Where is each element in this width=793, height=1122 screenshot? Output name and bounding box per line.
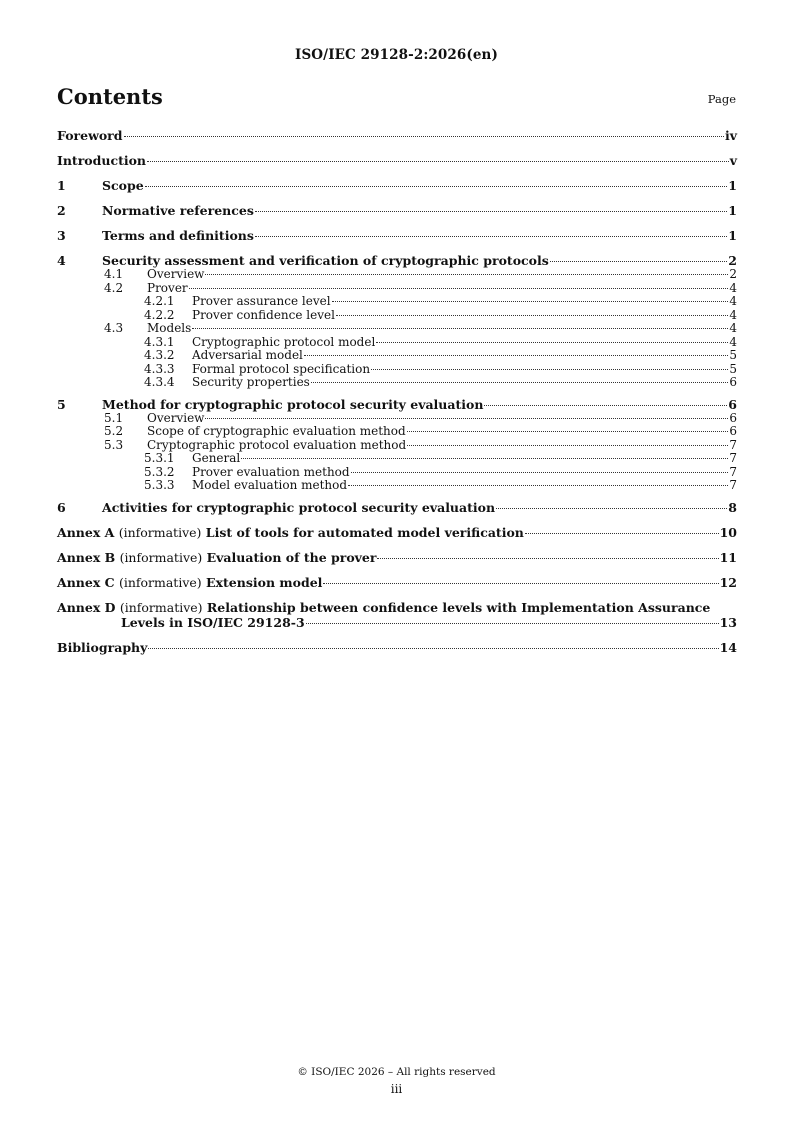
toc-entry-page: 5 [729, 361, 737, 376]
dot-leader [304, 355, 728, 356]
annex-kind: (informative) [118, 524, 202, 540]
toc-entry-title: Cryptographic protocol evaluation method [147, 437, 407, 452]
dot-leader [241, 458, 728, 459]
toc-entry-title: Prover assurance level [192, 294, 331, 308]
toc-entry-title: Adversarial model [192, 348, 303, 362]
dot-leader [145, 186, 728, 187]
annex-title: Extension model [206, 574, 323, 590]
dot-leader [306, 623, 719, 624]
toc-entry-number: 4.3 [104, 321, 124, 335]
contents-title: Contents [57, 84, 163, 109]
toc-entry-title [57, 525, 524, 540]
toc-entry-page: 1 [728, 228, 737, 243]
toc-entry-annex-a[interactable] [57, 525, 737, 540]
toc-entry-title: Method for cryptographic protocol security evaluation [102, 396, 484, 412]
toc-entry-4-3-1[interactable] [57, 336, 737, 350]
annex-title: List of tools for automated model verification [205, 524, 524, 540]
toc-entry-5-3-2[interactable] [57, 466, 737, 480]
toc-entry-title: Formal protocol specification [192, 361, 371, 376]
dot-leader [407, 445, 728, 446]
dot-leader [377, 558, 718, 559]
toc-entry-4-3-3[interactable] [57, 363, 737, 377]
toc-entry-page: 4 [729, 280, 737, 295]
toc-entry-page: v [729, 153, 737, 168]
toc-entry-title: Overview [147, 410, 205, 425]
toc-entry-page: 7 [729, 437, 737, 452]
toc-entry-page: 8 [728, 499, 737, 515]
toc-entry-4-2-2[interactable] [57, 309, 737, 323]
dot-leader [376, 342, 728, 343]
toc-entry-4-1[interactable] [57, 268, 737, 282]
annex-label: Annex C [57, 574, 115, 590]
toc-entry-number: 4.3.1 [144, 334, 175, 349]
toc-entry-clause-2[interactable] [57, 203, 737, 218]
toc-entry-page: 2 [728, 253, 737, 268]
toc-entry-annex-d-continued[interactable] [57, 615, 737, 630]
toc-entry-clause-3[interactable] [57, 228, 737, 243]
toc-entry-page: 4 [729, 307, 737, 322]
toc-entry-title: Terms and definitions [102, 228, 254, 243]
annex-kind: (informative) [119, 549, 203, 565]
toc-entry-number: 5.2 [104, 424, 124, 438]
toc-entry-title: Cryptographic protocol model [192, 334, 376, 349]
dot-leader [407, 431, 729, 432]
toc-entry-annex-c[interactable] [57, 575, 737, 590]
toc-entry-title: General [192, 451, 241, 465]
toc-entry-title: Security assessment and verification of cryptographic protocols [102, 253, 549, 268]
toc-entry-number: 5.3.2 [144, 464, 175, 479]
toc-entry-number: 5.3.1 [144, 451, 175, 465]
toc-entry-number: 6 [57, 499, 66, 515]
dot-leader [255, 211, 727, 212]
toc-entry-clause-5[interactable] [57, 397, 737, 412]
toc-entry-page: iv [724, 128, 737, 143]
toc-entry-number: 5.3.3 [144, 478, 175, 492]
toc-entry-page: 4 [729, 334, 737, 349]
toc-entry-bibliography[interactable] [57, 640, 737, 655]
annex-title: Evaluation of the prover [206, 549, 377, 565]
toc-entry-clause-6[interactable] [57, 500, 737, 515]
toc-entry-5-2[interactable] [57, 425, 737, 439]
toc-entry-5-3-3[interactable] [57, 479, 737, 493]
toc-entry-number: 4.3.3 [144, 361, 175, 376]
toc-entry-4-3-2[interactable] [57, 349, 737, 363]
annex-label: Annex D [57, 599, 116, 615]
dot-leader [255, 236, 727, 237]
toc-entry-clause-1[interactable] [57, 178, 737, 193]
dot-leader [189, 288, 729, 289]
dot-leader [496, 508, 727, 509]
toc-entry-page: 14 [719, 639, 737, 655]
dot-leader [550, 261, 728, 262]
toc-entry-number: 4.3.4 [144, 375, 175, 389]
toc-entry-title: Scope [102, 178, 144, 193]
toc-entry-number: 5.1 [104, 410, 124, 425]
toc-entry-number: 1 [57, 178, 66, 193]
toc-entry-title: Activities for cryptographic protocol security evaluation [102, 499, 496, 515]
toc-entry-4-3-4[interactable] [57, 376, 737, 390]
toc-entry-title: Bibliography [57, 639, 148, 655]
dot-leader [371, 369, 728, 370]
toc-entry-page: 12 [719, 574, 737, 590]
toc-entry-annex-d[interactable] [57, 600, 737, 615]
annex-label: Annex A [57, 524, 115, 540]
toc-entry-page: 7 [729, 451, 737, 465]
annex-kind: (informative) [118, 574, 202, 590]
toc-entry-title: Scope of cryptographic evaluation method [147, 424, 406, 438]
toc-entry-page: 4 [729, 294, 737, 308]
toc-entry-number: 4.2 [104, 280, 124, 295]
page-number: iii [390, 1082, 403, 1096]
toc-entry-title [57, 550, 376, 565]
toc-entry-page: 7 [729, 464, 737, 479]
toc-entry-page: 6 [729, 375, 737, 389]
document-id-header: ISO/IEC 29128-2:2026(en) [295, 47, 498, 63]
toc-entry-title: Normative references [102, 203, 254, 218]
annex-kind: (informative) [119, 599, 203, 615]
dot-leader [525, 533, 719, 534]
toc-entry-page: 2 [729, 267, 737, 281]
toc-entry-foreword[interactable] [57, 128, 737, 143]
toc-entry-page: 5 [729, 348, 737, 362]
dot-leader [351, 472, 729, 473]
toc-entry-title: Overview [147, 267, 205, 281]
dot-leader [147, 161, 729, 162]
toc-entry-page: 6 [728, 396, 737, 412]
toc-entry-number: 4 [57, 253, 66, 268]
toc-entry-title: Model evaluation method [192, 478, 348, 492]
dot-leader [148, 648, 718, 649]
dot-leader [348, 485, 728, 486]
toc-entry-page: 1 [728, 178, 737, 193]
toc-entry-page: 4 [729, 321, 737, 335]
toc-entry-number: 3 [57, 228, 66, 243]
toc-entry-clause-4[interactable] [57, 253, 737, 268]
toc-entry-annex-b[interactable] [57, 550, 737, 565]
dot-leader [124, 136, 724, 137]
annex-title-line-1: Relationship between confidence levels with Implementation Assurance [206, 599, 711, 615]
toc-entry-number: 5 [57, 396, 66, 412]
toc-entry-page: 13 [719, 614, 737, 630]
table-of-contents [57, 128, 737, 655]
toc-entry-page: 6 [729, 410, 737, 425]
dot-leader [332, 301, 729, 302]
toc-entry-number: 4.2.1 [144, 294, 175, 308]
toc-entry-title: Models [147, 321, 192, 335]
toc-entry-introduction[interactable] [57, 153, 737, 168]
toc-entry-page: 6 [729, 424, 737, 438]
dot-leader [192, 328, 728, 329]
toc-entry-5-3-1[interactable] [57, 452, 737, 466]
toc-entry-number: 2 [57, 203, 66, 218]
toc-entry-page: 1 [728, 203, 737, 218]
page-column-label: Page [707, 92, 736, 106]
dot-leader [336, 315, 728, 316]
toc-entry-page: 10 [719, 524, 737, 540]
dot-leader [323, 583, 718, 584]
toc-entry-title: Foreword [57, 128, 123, 143]
annex-label: Annex B [57, 549, 116, 565]
toc-entry-number: 4.3.2 [144, 348, 175, 362]
annex-title-line-2: Levels in ISO/IEC 29128-3 [121, 614, 305, 630]
dot-leader [311, 382, 729, 383]
toc-entry-4-2-1[interactable] [57, 295, 737, 309]
dot-leader [484, 405, 727, 406]
toc-entry-title: Prover confidence level [192, 307, 335, 322]
toc-entry-number: 4.2.2 [144, 307, 175, 322]
toc-entry-title [57, 575, 322, 590]
toc-entry-4-3[interactable] [57, 322, 737, 336]
copyright-footer: © ISO/IEC 2026 – All rights reserved [297, 1066, 496, 1078]
toc-entry-5-1[interactable] [57, 412, 737, 426]
toc-entry-title [57, 600, 710, 615]
dot-leader [205, 274, 728, 275]
toc-entry-title: Introduction [57, 153, 147, 168]
toc-entry-page: 11 [719, 549, 737, 565]
toc-entry-5-3[interactable] [57, 439, 737, 453]
toc-entry-page: 7 [729, 478, 737, 492]
toc-entry-title: Prover [147, 280, 188, 295]
toc-entry-title: Security properties [192, 375, 310, 389]
toc-entry-title: Prover evaluation method [192, 464, 350, 479]
toc-entry-4-2[interactable] [57, 282, 737, 296]
toc-entry-number: 4.1 [104, 267, 124, 281]
toc-entry-number: 5.3 [104, 437, 124, 452]
dot-leader [205, 418, 728, 419]
